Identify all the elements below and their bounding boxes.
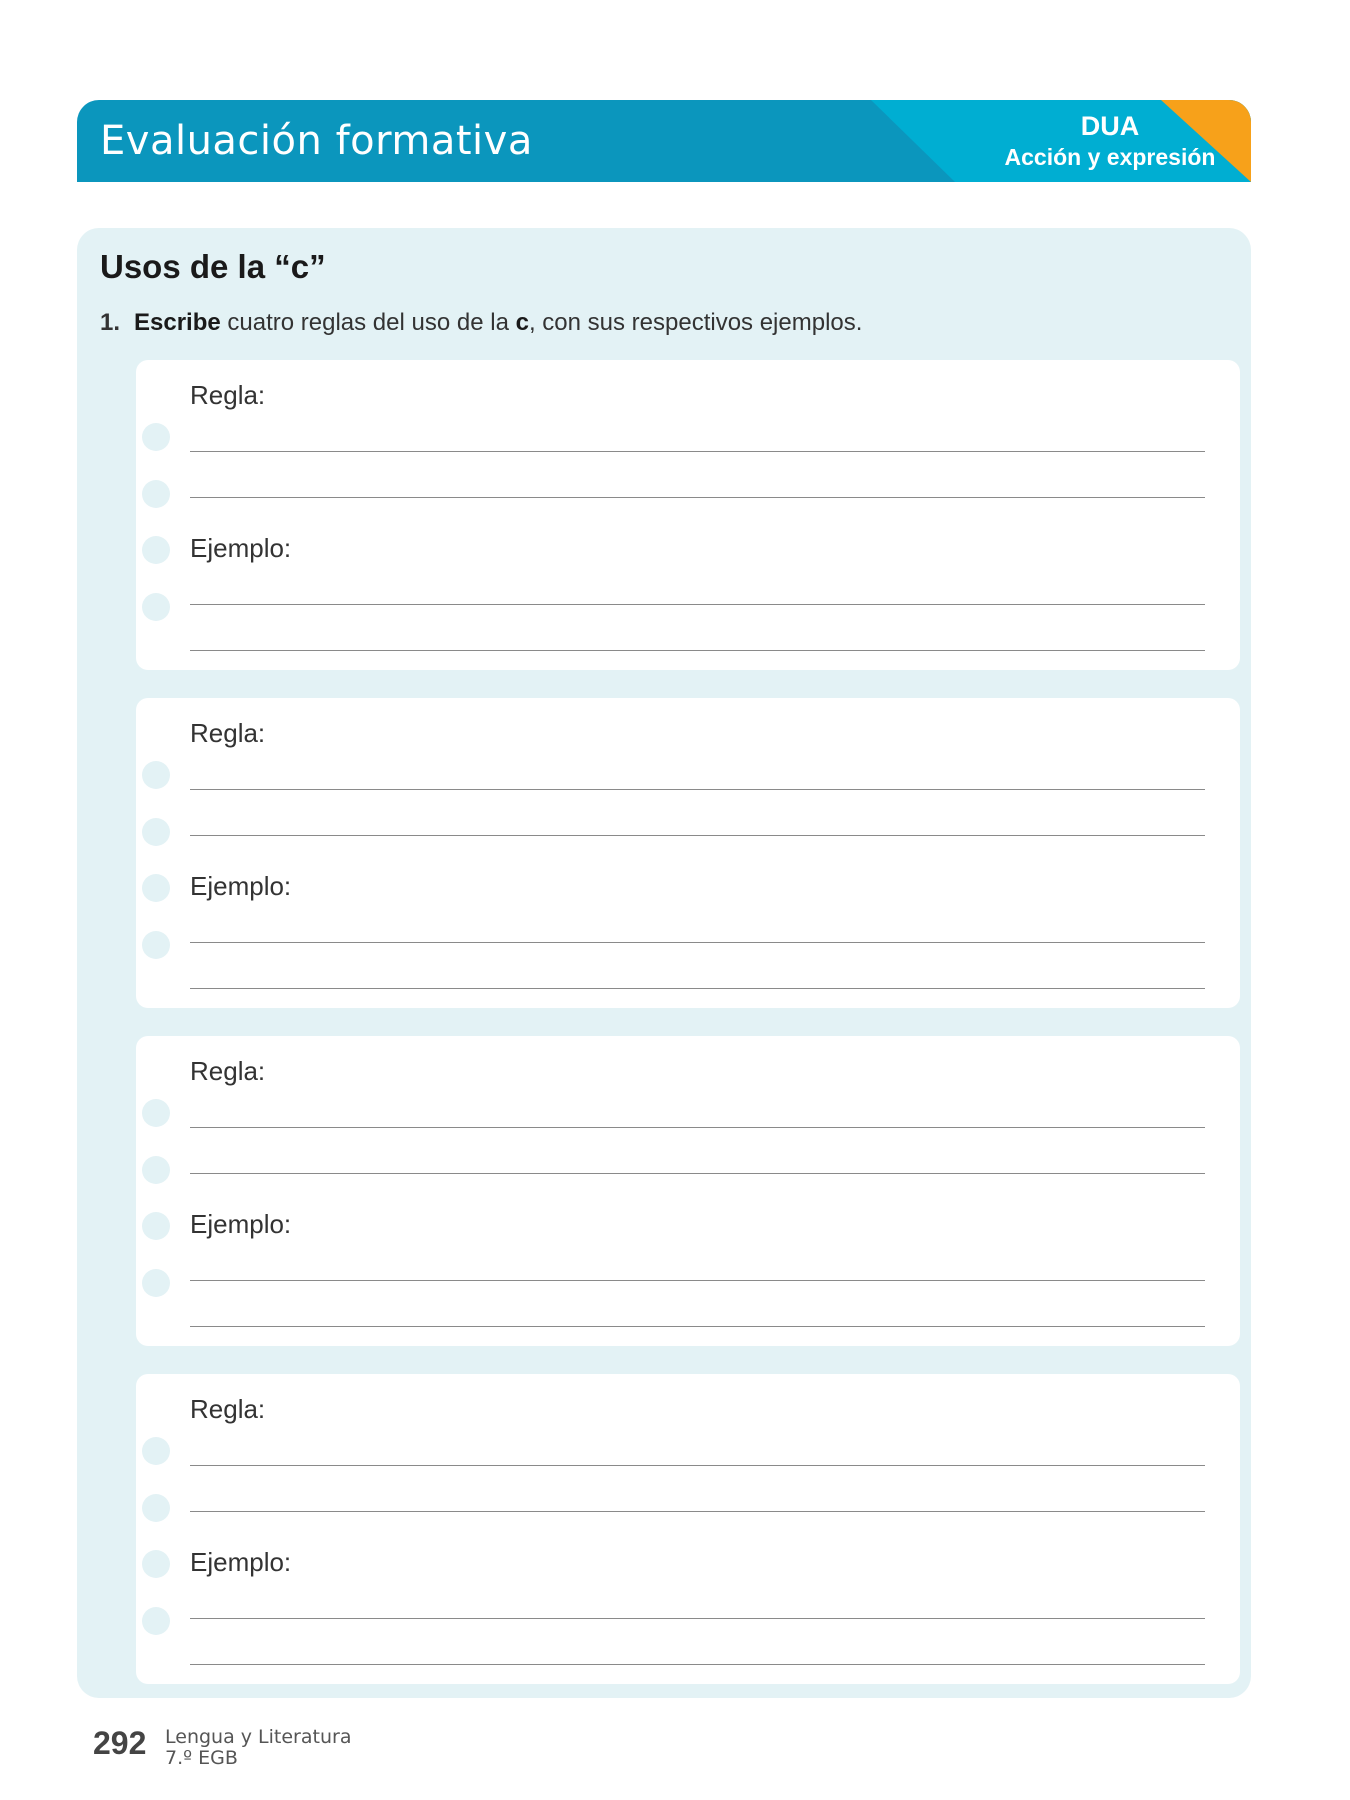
example-writing-line[interactable] xyxy=(190,650,1205,651)
rule-writing-line[interactable] xyxy=(190,789,1205,790)
instruction-letter: c xyxy=(515,309,529,336)
rule-writing-line[interactable] xyxy=(190,497,1205,498)
instruction-verb: Escribe xyxy=(134,309,221,336)
bullet-dot xyxy=(142,1437,170,1465)
example-writing-line[interactable] xyxy=(190,1664,1205,1665)
bullet-dot xyxy=(142,1099,170,1127)
bullet-dot xyxy=(142,423,170,451)
dua-tag-title: DUA xyxy=(1080,111,1140,141)
bullet-dot xyxy=(142,1156,170,1184)
page-title: Evaluación formativa xyxy=(100,118,533,164)
footer-subject: Lengua y Literatura xyxy=(165,1726,352,1748)
example-writing-line[interactable] xyxy=(190,604,1205,605)
example-writing-line[interactable] xyxy=(190,942,1205,943)
bullet-dot xyxy=(142,874,170,902)
bullet-dot xyxy=(142,480,170,508)
instruction-text-b: , con sus respectivos ejemplos. xyxy=(528,309,863,336)
bullet-dot xyxy=(142,931,170,959)
rule-writing-line[interactable] xyxy=(190,1127,1205,1128)
bullet-dot xyxy=(142,1269,170,1297)
example-label: Ejemplo: xyxy=(190,1209,292,1239)
instruction-text-a: cuatro reglas del uso de la xyxy=(220,309,516,336)
rule-writing-line[interactable] xyxy=(190,451,1205,452)
bullet-dot xyxy=(142,1607,170,1635)
example-label: Ejemplo: xyxy=(190,871,292,901)
rule-card xyxy=(136,1374,1240,1684)
rule-label: Regla: xyxy=(190,1056,266,1086)
bullet-dot xyxy=(142,1550,170,1578)
example-writing-line[interactable] xyxy=(190,1280,1205,1281)
example-label: Ejemplo: xyxy=(190,533,292,563)
rule-label: Regla: xyxy=(190,718,266,748)
dua-tag-subtitle: Acción y expresión xyxy=(1004,144,1216,170)
page-number: 292 xyxy=(93,1725,147,1761)
example-writing-line[interactable] xyxy=(190,988,1205,989)
instruction-number: 1. xyxy=(100,309,121,336)
rule-writing-line[interactable] xyxy=(190,1465,1205,1466)
section-title: Usos de la “c” xyxy=(100,248,326,285)
footer-grade: 7.º EGB xyxy=(165,1747,238,1769)
rule-card xyxy=(136,360,1240,670)
bullet-dot xyxy=(142,593,170,621)
rule-writing-line[interactable] xyxy=(190,1511,1205,1512)
bullet-dot xyxy=(142,818,170,846)
bullet-dot xyxy=(142,1494,170,1522)
instruction xyxy=(100,309,862,337)
example-label: Ejemplo: xyxy=(190,1547,292,1577)
example-writing-line[interactable] xyxy=(190,1618,1205,1619)
rule-card xyxy=(136,698,1240,1008)
bullet-dot xyxy=(142,761,170,789)
rule-label: Regla: xyxy=(190,380,266,410)
bullet-dot xyxy=(142,536,170,564)
rule-label: Regla: xyxy=(190,1394,266,1424)
rule-writing-line[interactable] xyxy=(190,1173,1205,1174)
example-writing-line[interactable] xyxy=(190,1326,1205,1327)
rule-writing-line[interactable] xyxy=(190,835,1205,836)
bullet-dot xyxy=(142,1212,170,1240)
rule-card xyxy=(136,1036,1240,1346)
